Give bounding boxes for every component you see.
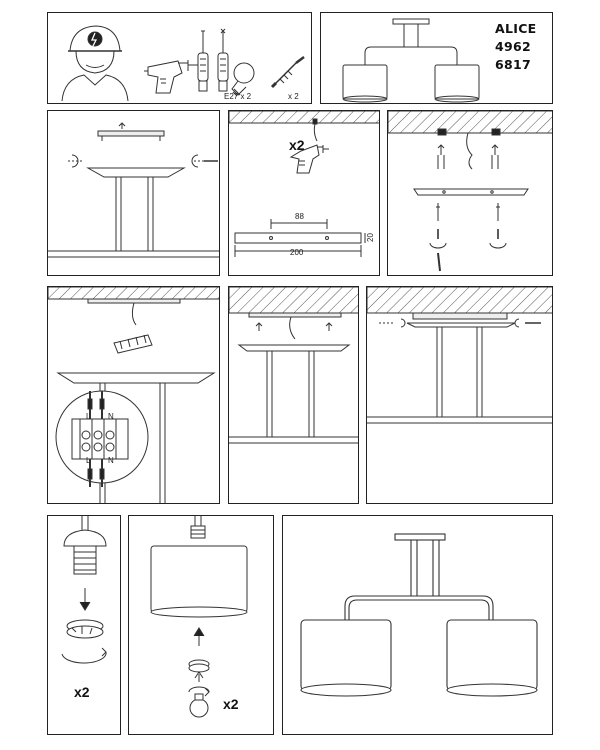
tools-illustration: [48, 13, 312, 104]
screwdriver-cross-icon: [218, 29, 228, 91]
step-7-qty: x2: [74, 684, 90, 700]
screwdriver-flat-icon: [198, 31, 208, 91]
step-2-illustration: [229, 111, 380, 276]
electrician-icon: [62, 26, 128, 101]
terminal-n-top: N: [108, 412, 114, 421]
tools-panel: [47, 12, 312, 104]
product-panel: [320, 12, 553, 104]
dim-height-label: 20: [365, 233, 375, 242]
bulb-label: E27 x 2: [224, 92, 252, 101]
step-3-illustration: [388, 111, 553, 276]
step-4-illustration: [48, 287, 220, 504]
step-1-panel: [47, 110, 220, 276]
step-5-illustration: [229, 287, 359, 504]
step-5-panel: [228, 286, 359, 504]
step-8-panel: [128, 515, 274, 735]
product-code-1: 4962: [495, 39, 531, 54]
step-2-qty: x2: [289, 137, 305, 153]
step-7-illustration: [48, 516, 121, 735]
step-9-illustration: [283, 516, 553, 735]
screw-dowel-icon: [272, 57, 304, 87]
screw-label: x 2: [288, 92, 299, 101]
dim-outer-label: 200: [290, 248, 304, 257]
step-7-panel: [47, 515, 121, 735]
step-1-illustration: [48, 111, 220, 276]
terminal-l-top: L: [86, 412, 91, 421]
dim-inner-label: 88: [295, 212, 304, 221]
terminal-n-bottom: N: [108, 456, 114, 465]
step-8-illustration: [129, 516, 274, 735]
step-9-panel: [282, 515, 553, 735]
step-4-panel: [47, 286, 220, 504]
product-code-2: 6817: [495, 57, 531, 72]
step-3-panel: [387, 110, 553, 276]
step-2-panel: [228, 110, 380, 276]
step-6-illustration: [367, 287, 553, 504]
drill-icon: [144, 60, 198, 93]
step-8-qty: x2: [223, 696, 239, 712]
product-name: ALICE: [495, 21, 537, 36]
terminal-l-bottom: L: [86, 456, 91, 465]
step-6-panel: [366, 286, 553, 504]
